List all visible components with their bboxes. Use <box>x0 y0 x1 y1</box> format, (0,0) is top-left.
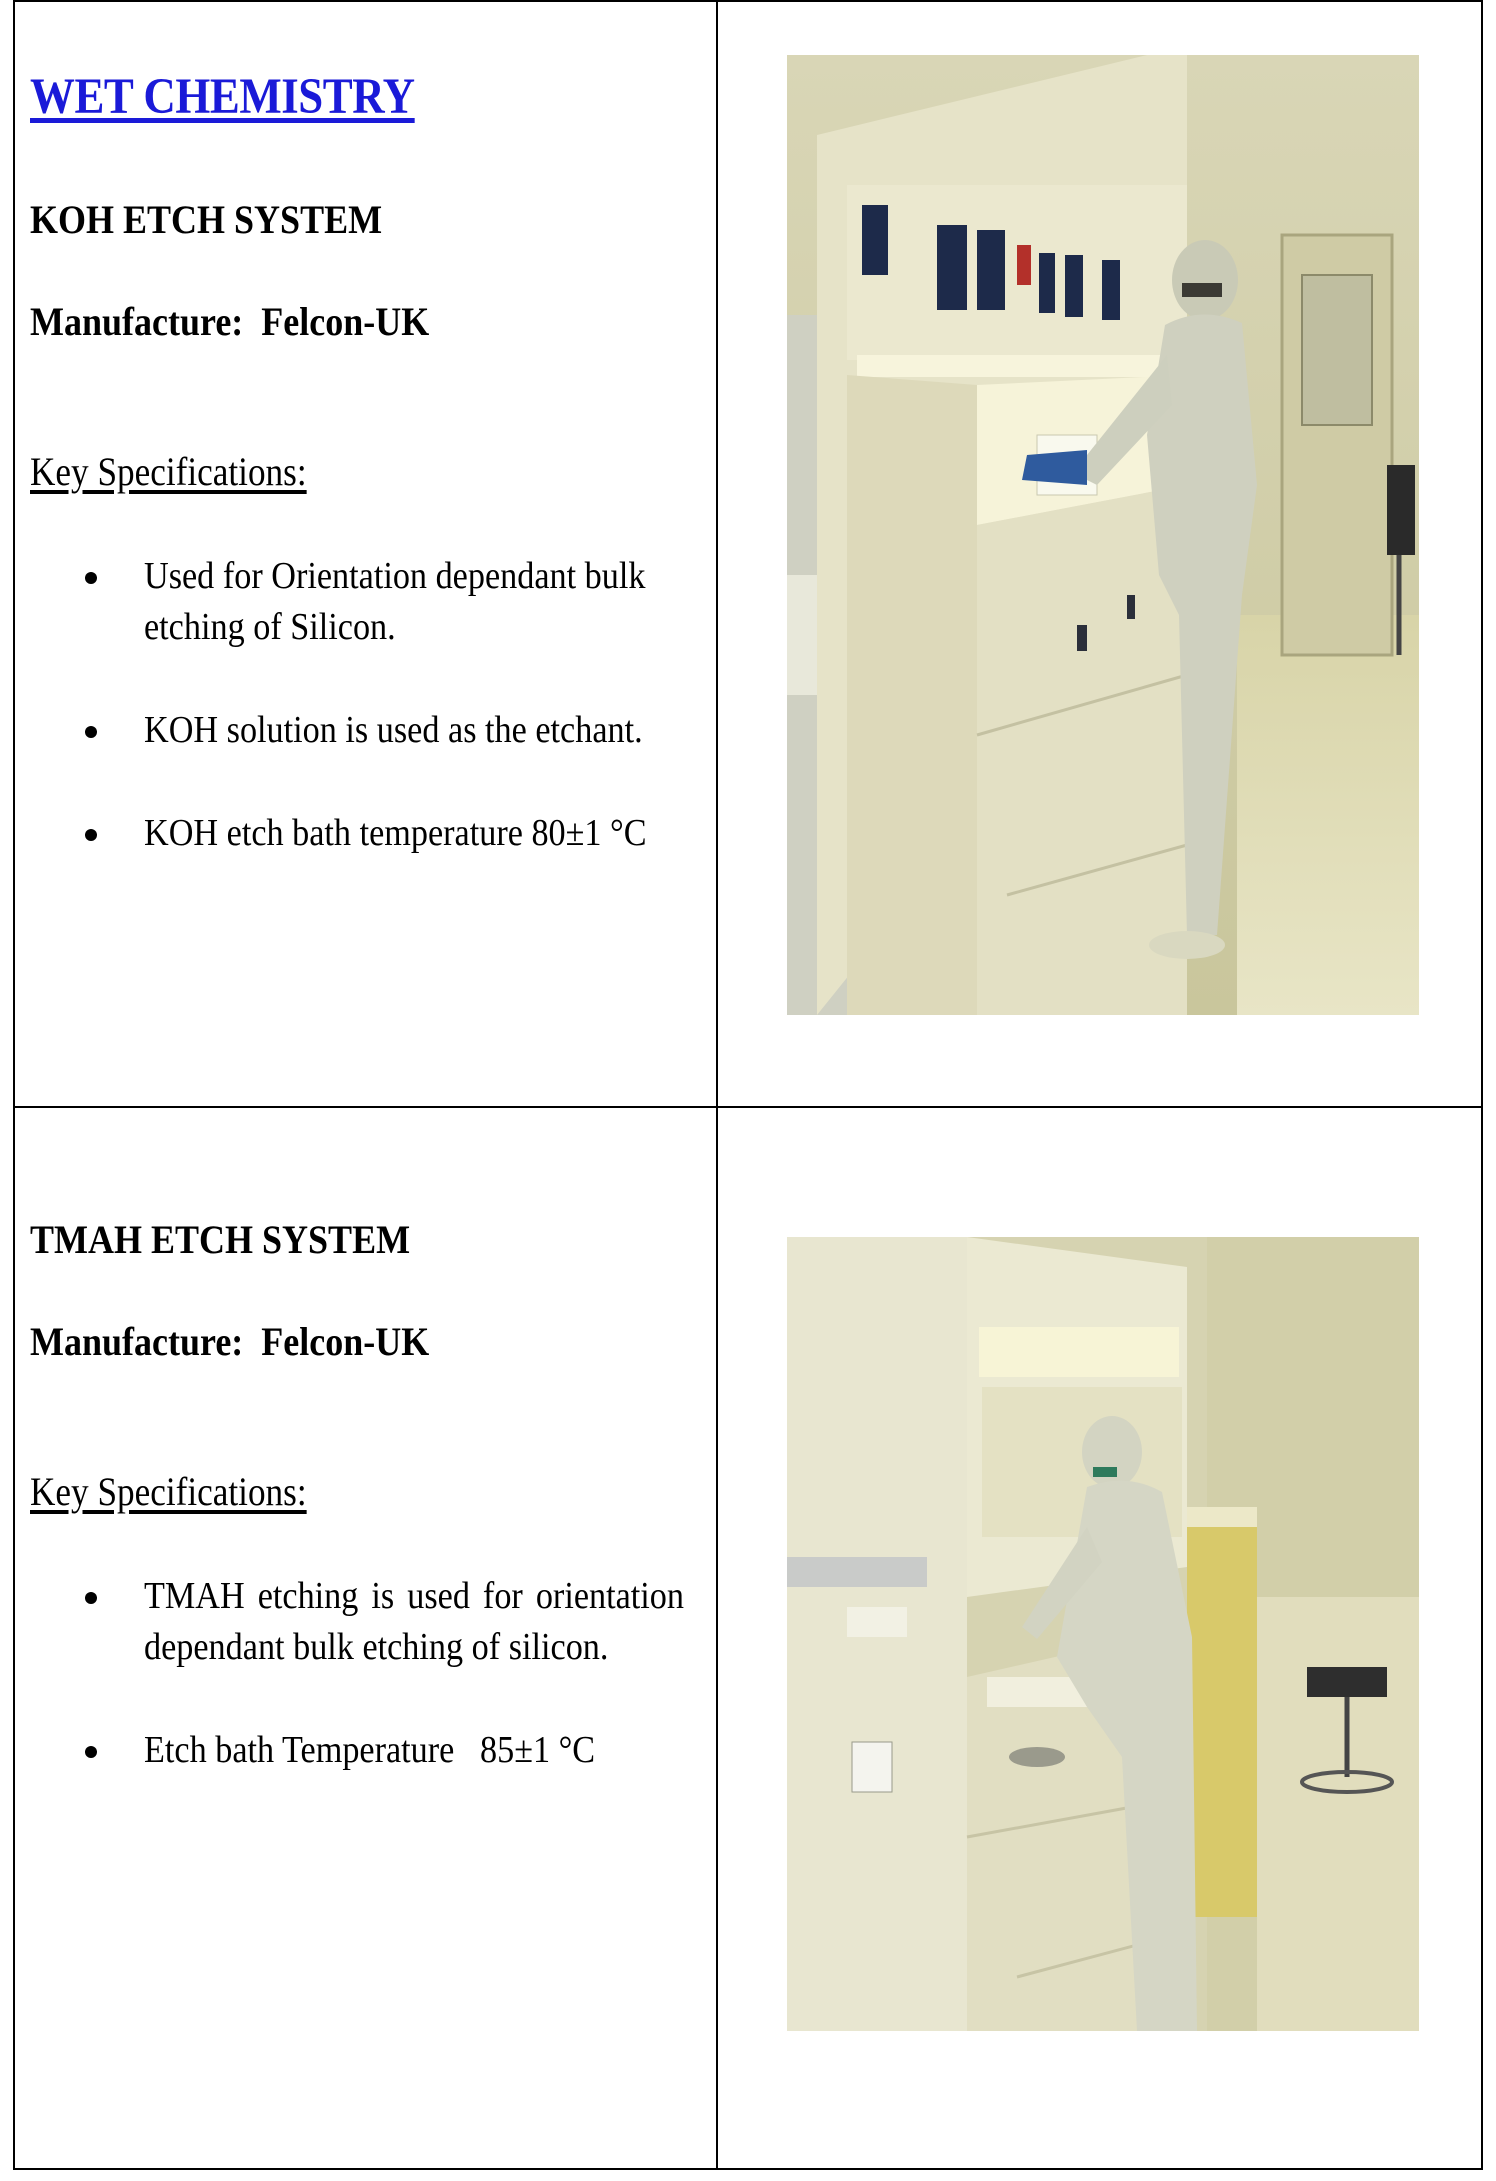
manufacture-label: Manufacture: <box>30 299 244 344</box>
koh-system-title: KOH ETCH SYSTEM <box>30 197 383 242</box>
bullet-icon <box>85 829 97 841</box>
column-divider <box>716 0 718 2170</box>
spec-text: Etch bath Temperature 85±1 °C <box>144 1729 596 1771</box>
tmah-photo-illustration <box>787 1237 1419 2031</box>
list-item <box>82 808 702 859</box>
list-item <box>82 705 702 756</box>
manufacture-label: Manufacture: <box>30 1319 244 1364</box>
spec-text: Used for Orientation dependant bulk etching of Silicon. <box>144 555 646 648</box>
bullet-icon <box>85 726 97 738</box>
tmah-system-title: TMAH ETCH SYSTEM <box>30 1217 411 1262</box>
tmah-spec-list <box>82 1571 702 1776</box>
tmah-manufacture <box>30 1318 429 1365</box>
manufacture-value: Felcon-UK <box>261 1319 430 1364</box>
spec-text: KOH solution is used as the etchant. <box>144 709 643 751</box>
list-item <box>82 1725 702 1776</box>
table-top-border <box>13 0 1483 2</box>
tmah-etch-system-photo <box>787 1237 1419 2031</box>
row-divider <box>13 1106 1483 1108</box>
bullet-icon <box>85 1746 97 1758</box>
spec-text <box>144 808 702 859</box>
list-item <box>82 551 702 653</box>
tmah-key-specifications-label: Key Specifications: <box>30 1469 307 1514</box>
spec-text: TMAH etching is used for orientation dependant bulk etching of silicon. <box>144 1575 684 1668</box>
koh-manufacture <box>30 298 429 345</box>
koh-photo-illustration <box>787 55 1419 1015</box>
bullet-icon <box>85 1592 97 1604</box>
manufacture-value: Felcon-UK <box>261 299 430 344</box>
koh-spec-list <box>82 551 702 859</box>
koh-etch-system-photo <box>787 55 1419 1015</box>
section-title: WET CHEMISTRY <box>30 69 415 125</box>
bullet-icon <box>85 572 97 584</box>
spec-text-main: KOH etch bath temperature 80±1 °C <box>144 812 647 854</box>
list-item <box>82 1571 702 1673</box>
koh-key-specifications-label: Key Specifications: <box>30 449 307 494</box>
